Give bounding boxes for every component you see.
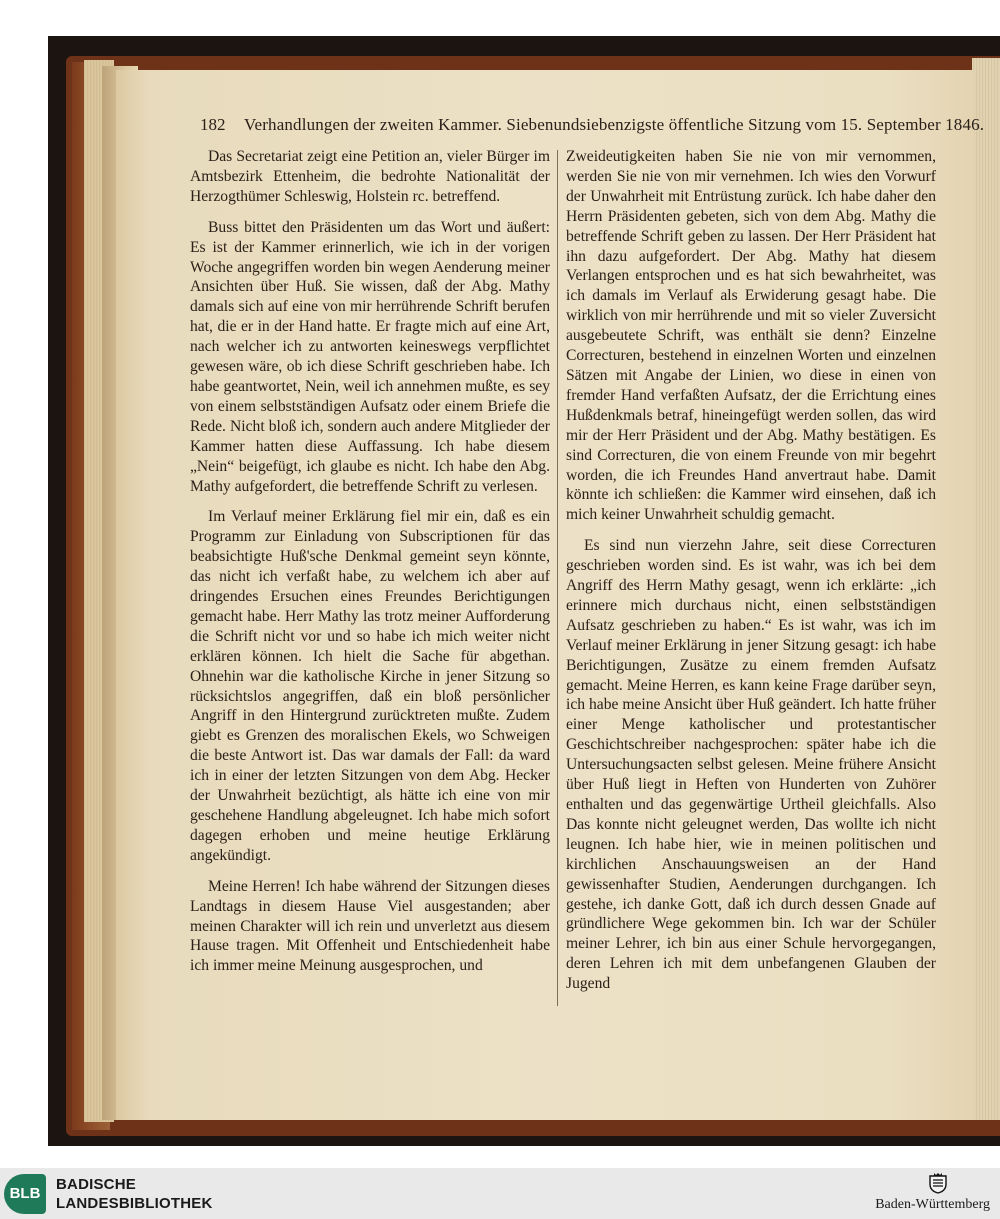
running-title: Verhandlungen der zweiten Kammer. Siebenundsiebenzigste öffentliche Sitzung vom 15. September 1846. (244, 115, 985, 134)
viewer-footer (0, 1168, 1000, 1219)
right-column (566, 147, 936, 994)
library-name-line1: BADISCHE (56, 1176, 136, 1193)
running-header (200, 115, 985, 139)
paragraph: Das Secretariat zeigt eine Petition an, vieler Bürger im Amtsbezirk Ettenheim, die bedrohte Nationalität der Herzogthümer Schleswig, Holstein rc. betreffend. (190, 148, 550, 205)
paragraph: Im Verlauf meiner Erklärung fiel mir ein, daß es ein Programm zur Einladung von Subscriptionen für das beabsichtigte Huß'sche Denkmal gemeint seyn könnte, das nicht ich verfaßt habe, zu welchem ich aber auf dringendes Ersuchen eines Freundes Berichtigungen gemacht habe. Herr Mathy las trotz meiner Aufforderung die Schrift nicht vor und so habe ich mich weiter nicht erklären können. Ich hielt die Sache für abgethan. Ohnehin war die katholische Kirche in jener Sitzung so rücksichtslos angegriffen, daß ein bloß persönlicher Angriff in den Hintergrund zurücktreten mußte. Zudem giebt es Grenzen des moralischen Ekels, wo Schweigen die beste Antwort ist. Das war damals der Fall: da ward ich in einer der letzten Sitzungen von dem Abg. Hecker der Unwahrheit bezüchtigt, als hätte ich eine von mir geschehene Handlung abgeleugnet. Ich habe mich sofort dagegen erhoben und meine heutige Erklärung angekündigt. (190, 508, 550, 864)
paragraph: Zweideutigkeiten haben Sie nie von mir vernommen, werden Sie nie von mir vernehmen. Ich wies den Vorwurf der Unwahrheit mit Entrüstung zurück. Ich habe daher den Herrn Präsidenten gebeten, sich von dem Abg. Mathy die betreffende Schrift geben zu lassen. Der Herr Präsident hat ihn dazu aufgefordert. Der Abg. Mathy hat diesem Verlangen entsprochen und es hat sich bewahrheitet, was ich damals im Verlauf als Erwiderung gesagt habe. Die wirklich von mir herrührende und mit so vieler Zuversicht ausgebeutete Schrift, was enthält sie denn? Einzelne Correcturen, bestehend in einzelnen Worten und einzelnen Sätzen mit Angabe der Linien, wo diese in einen von fremder Hand verfaßten Aufsatz, der die Errichtung eines Hußdenkmals betraf, hineingefügt werden sollen, das wird mir der Herr Präsident und der Abg. Mathy bestätigen. Es sind Correcturen, die von einem Freunde von mir begehrt worden, die ich Freundes Hand anvertraut habe. Damit könnte ich schließen: die Kammer wird einsehen, daß ich mich keiner Unwahrheit schuldig gemacht. (566, 148, 936, 524)
coat-of-arms-icon (928, 1172, 948, 1194)
blb-logo[interactable]: BLB (4, 1174, 46, 1214)
paragraph: Es sind nun vierzehn Jahre, seit diese Correcturen geschrieben worden sind. Es ist wahr, was ich bei dem Angriff des Herrn Mathy gesagt, wenn ich erklärte: „ich erinnere mich durchaus nicht, einen selbstständigen Aufsatz geschrieben zu haben.“ Es ist wahr, was ich im Verlauf meiner Erklärung in jener Sitzung gesagt: ich habe Berichtigungen, Zusätze zu einem fremden Aufsatz gemacht. Meine Herren, es kann keine Frage darüber seyn, ich habe meine Ansicht über Huß geändert. Ich hatte früher einer Menge katholischer und protestantischer Geschichtschreiber nachgesprochen: später habe ich die Untersuchungsacten selbst gelesen. Meine frühere Ansicht über Huß liegt in Heften von Hunderten von Zuhörer enthalten und das gegenwärtige Urtheil gleichfalls. Also Das konnte nicht geleugnet werden, Das wollte ich nicht leugnen. Ich habe hier, wie in meinen politischen und kirchlichen Anschauungsweisen an der Hand gewissenhafter Studien, Aenderungen durchgangen. Ich gestehe, ich danke Gott, daß ich durch dessen Gnade auf gründlichere Wege gekommen bin. Ich war der Schüler meiner Lehrer, ich bin aus einer Schule hervorgegangen, deren Lehren ich mit dem unbefangenen Glauben der Jugend (566, 537, 936, 993)
state-name[interactable]: Baden-Württemberg (875, 1197, 990, 1212)
paragraph: Buss bittet den Präsidenten um das Wort und äußert: Es ist der Kammer erinnerlich, wie ich in der vorigen Woche angegriffen worden bin wegen Aenderung meiner Ansichten über Huß. Sie wissen, daß der Abg. Mathy damals sich auf eine von mir herrührende Schrift berufen hat, die er in der Hand hatte. Er fragte mich auf eine Art, nach welcher ich zu antworten keineswegs verpflichtet gewesen wäre, ob ich diese Schrift geschrieben habe. Ich habe geantwortet, Nein, weil ich annehmen mußte, es sey von einem selbstständigen Aufsatz oder einem Briefe die Rede. Nicht bloß ich, sondern auch andere Mitglieder der Kammer hatten diese Auffassung. Ich habe diesem „Nein“ beigefügt, ich glaube es nicht. Ich habe den Abg. Mathy aufgefordert, die betreffende Schrift zu verlesen. (190, 218, 550, 495)
library-name-line2: LANDESBIBLIOTHEK (56, 1195, 213, 1212)
paragraph: Meine Herren! Ich habe während der Sitzungen dieses Landtags in diesem Hause Viel ausgestanden; aber meinen Charakter will ich rein und unverletzt aus diesem Hause tragen. Mit Offenheit und Entschiedenheit habe ich immer meine Meinung ausgesprochen, und (190, 877, 550, 975)
left-column (190, 147, 550, 976)
library-name[interactable] (56, 1175, 213, 1213)
page-number: 182 (200, 115, 226, 134)
column-divider (557, 150, 558, 1006)
page-edges-right (972, 58, 1000, 1120)
